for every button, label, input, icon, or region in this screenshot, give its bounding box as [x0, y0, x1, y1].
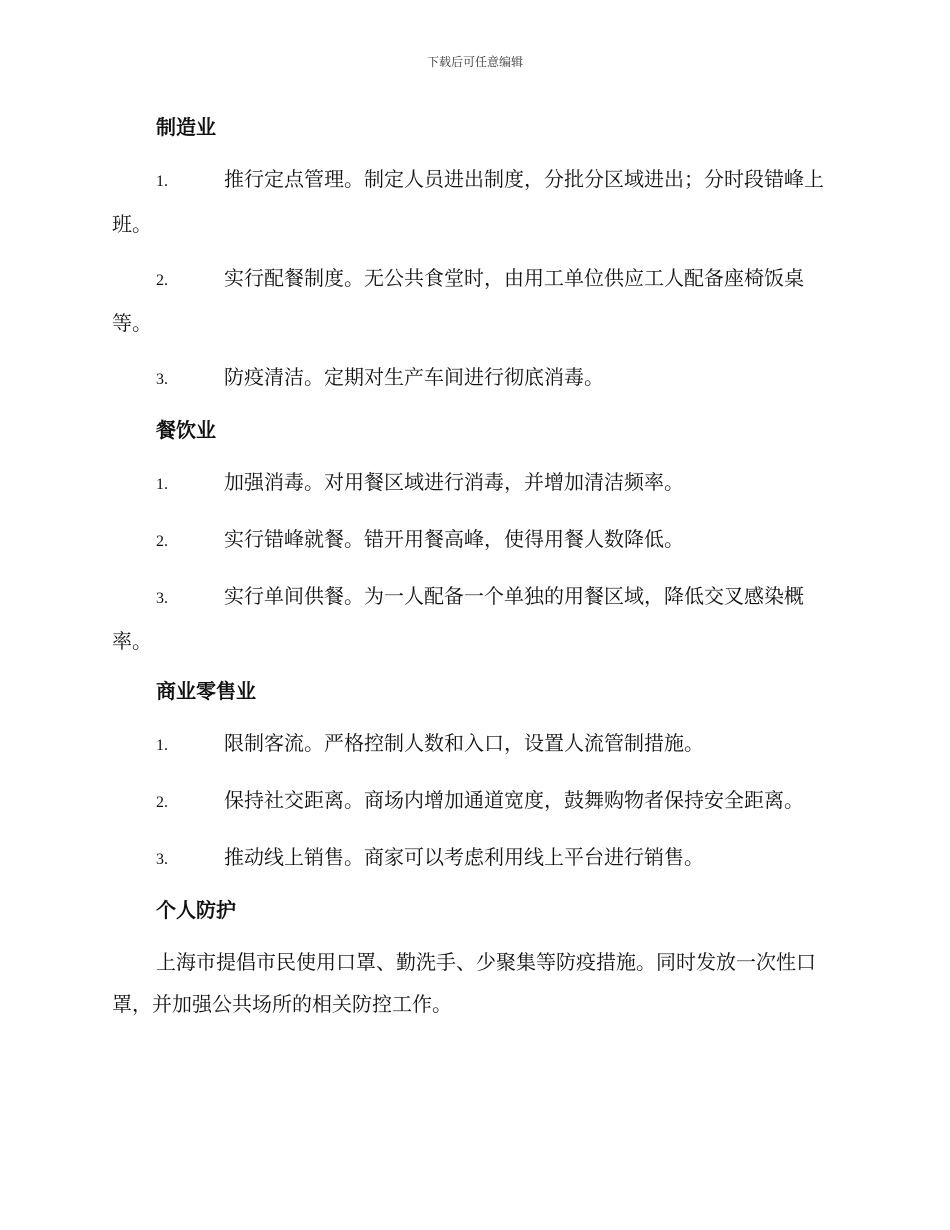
document-body [112, 110, 838, 1025]
item-number: 1. [156, 737, 168, 754]
item-text: 推行定点管理。制定人员进出制度，分批分区域进出；分时段错峰上班。 [112, 167, 824, 236]
list-item [112, 779, 838, 824]
section-heading-personal-protection: 个人防护 [156, 898, 236, 922]
item-text: 实行配餐制度。无公共食堂时，由用工单位供应工人配备座椅饭桌等。 [112, 266, 804, 335]
section-heading-catering: 餐饮业 [156, 418, 216, 442]
item-text: 防疫清洁。定期对生产车间进行彻底消毒。 [224, 365, 604, 389]
item-text: 推动线上销售。商家可以考虑利用线上平台进行销售。 [224, 845, 704, 869]
list-item [112, 518, 838, 563]
list-item [112, 461, 838, 506]
section-heading-retail: 商业零售业 [156, 679, 256, 703]
list-item [112, 575, 838, 662]
body-paragraph: 上海市提倡市民使用口罩、勤洗手、少聚集等防疫措施。同时发放一次性口罩，并加强公共场所的相关防控工作。 [112, 950, 816, 1016]
item-number: 2. [156, 272, 168, 289]
item-number: 3. [156, 851, 168, 868]
item-text: 实行错峰就餐。错开用餐高峰，使得用餐人数降低。 [224, 527, 684, 551]
page-header-note: 下载后可任意编辑 [426, 55, 523, 69]
item-text: 限制客流。严格控制人数和入口，设置人流管制措施。 [224, 731, 704, 755]
list-item [112, 836, 838, 881]
item-text: 保持社交距离。商场内增加通道宽度，鼓舞购物者保持安全距离。 [224, 788, 804, 812]
section-heading-manufacturing: 制造业 [156, 115, 216, 139]
item-number: 2. [156, 794, 168, 811]
item-text: 加强消毒。对用餐区域进行消毒，并增加清洁频率。 [224, 470, 684, 494]
item-number: 1. [156, 476, 168, 493]
item-number: 1. [156, 173, 168, 190]
item-number: 2. [156, 533, 168, 550]
item-number: 3. [156, 371, 168, 388]
list-item [112, 158, 838, 245]
list-item [112, 257, 838, 344]
item-text: 实行单间供餐。为一人配备一个单独的用餐区域，降低交叉感染概率。 [112, 584, 804, 653]
list-item [112, 356, 838, 401]
item-number: 3. [156, 590, 168, 607]
list-item [112, 722, 838, 767]
